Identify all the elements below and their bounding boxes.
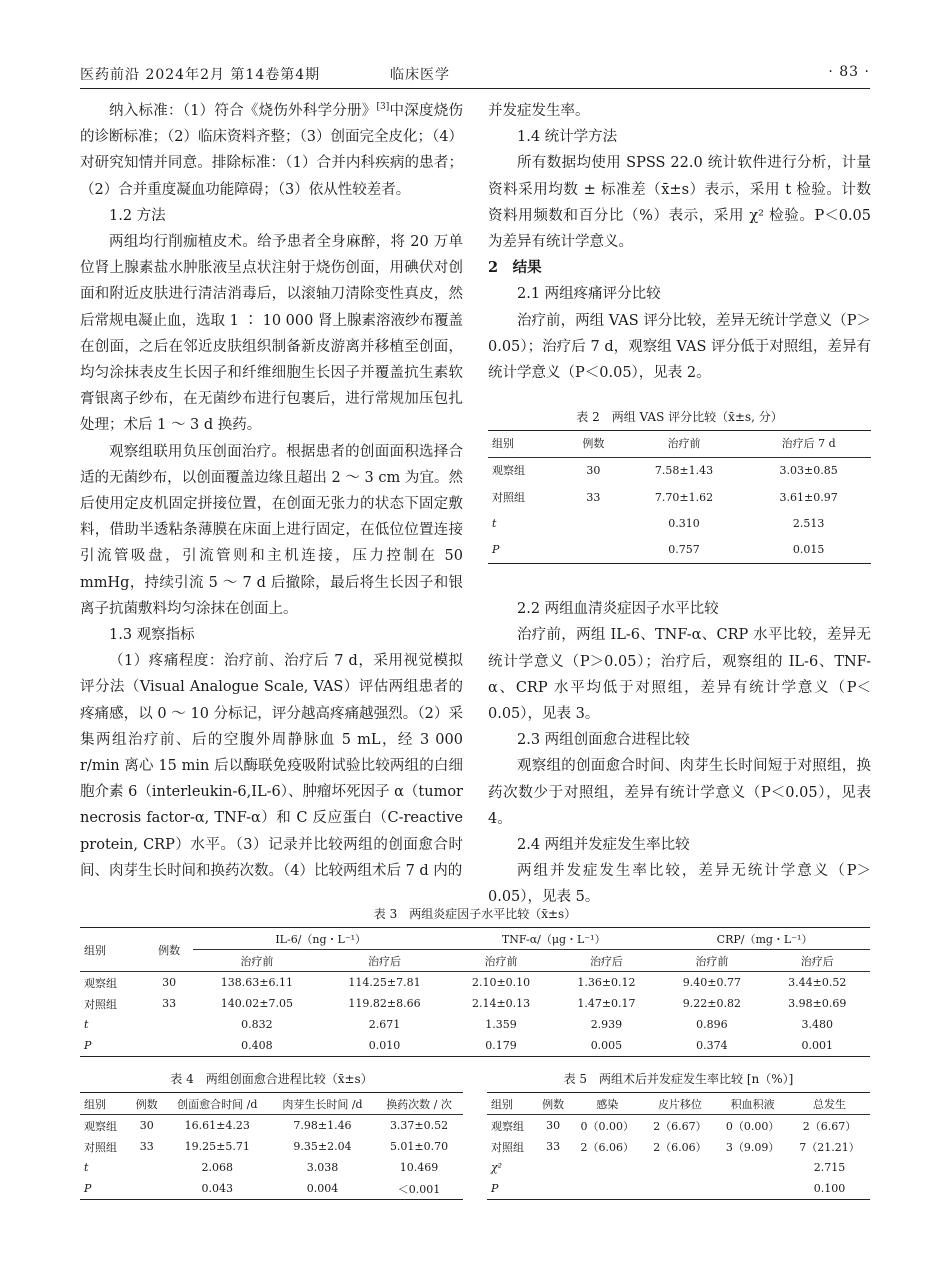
right-column bbox=[488, 98, 871, 911]
table-cell: 3.480 bbox=[801, 1018, 834, 1031]
table-cell: t bbox=[492, 516, 497, 530]
table-cell: 19.25±5.71 bbox=[184, 1140, 250, 1153]
result-2-1-heading: 2.1 两组疼痛评分比较 bbox=[517, 286, 661, 303]
page-number: · 83 · bbox=[828, 64, 870, 80]
table-cell: 对照组 bbox=[491, 1140, 524, 1154]
left-column bbox=[80, 98, 463, 884]
table4-caption: 表 4 两组创面愈合进程比较（x̄±s） bbox=[170, 1072, 373, 1086]
table4-header-row bbox=[80, 1093, 463, 1115]
table-row bbox=[80, 1115, 463, 1137]
table-cell: 33 bbox=[139, 1140, 154, 1153]
table-cell: 5.01±0.70 bbox=[389, 1140, 449, 1153]
table-row bbox=[80, 1178, 463, 1200]
table-cell bbox=[571, 1157, 644, 1178]
table-cell: 3.03±0.85 bbox=[779, 464, 838, 478]
table-row bbox=[80, 1136, 463, 1157]
table-row bbox=[80, 1035, 870, 1057]
table3-subheader: 治疗后 bbox=[554, 950, 659, 972]
result-2-3-paragraph: 观察组的创面愈合时间、肉芽生长时间短于对照组，换药次数少于对照组，差异有统计学意义（P＜0.05），见表 4。 bbox=[488, 758, 871, 827]
table-cell: 2.671 bbox=[368, 1018, 401, 1031]
table-row bbox=[80, 1157, 463, 1178]
table-cell: 0.005 bbox=[554, 1035, 659, 1057]
table-row bbox=[487, 1157, 870, 1178]
table-cell: 3.61±0.97 bbox=[779, 490, 838, 504]
table-cell: 0.100 bbox=[789, 1178, 870, 1200]
table-cell: 2.939 bbox=[590, 1018, 623, 1031]
table-cell: 30 bbox=[162, 976, 177, 989]
table-cell: 30 bbox=[546, 1119, 561, 1132]
table-cell: 3.44±0.52 bbox=[788, 976, 847, 989]
table-cell: ＜0.001 bbox=[375, 1178, 463, 1200]
table-cell: 1.47±0.17 bbox=[577, 997, 636, 1010]
table-cell: 观察组 bbox=[491, 1119, 524, 1133]
table-cell bbox=[716, 1157, 789, 1178]
table-cell: t bbox=[84, 1018, 89, 1031]
table4-header: 换药次数 / 次 bbox=[375, 1093, 463, 1115]
method-heading: 1.2 方法 bbox=[109, 207, 166, 224]
table-cell: 0.832 bbox=[241, 1018, 273, 1031]
table-cell: 1.36±0.12 bbox=[577, 976, 636, 989]
table-row bbox=[80, 1014, 870, 1035]
table-cell: 对照组 bbox=[84, 1140, 117, 1154]
table2 bbox=[488, 430, 871, 564]
table5-header: 积血积液 bbox=[716, 1093, 789, 1115]
table-cell: P bbox=[80, 1178, 129, 1200]
table-row bbox=[488, 458, 871, 485]
table2-header-row bbox=[488, 431, 871, 458]
table3-header-row-2 bbox=[80, 950, 870, 972]
table-row bbox=[488, 485, 871, 511]
journal-info: 医药前沿 2024年2月 第14卷第4期 bbox=[80, 67, 321, 83]
table-cell bbox=[565, 511, 621, 537]
table-row bbox=[488, 511, 871, 537]
table-cell: 0.896 bbox=[696, 1018, 728, 1031]
result-2-1-paragraph: 治疗前，两组 VAS 评分比较，差异无统计学意义（P＞0.05）；治疗后 7 d，观察组 VAS 评分低于对照组，差异有统计学意义（P＜0.05），见表 2。 bbox=[488, 312, 871, 382]
table4-header: 肉芽生长时间 /d bbox=[270, 1093, 375, 1115]
table-cell: 0（0.00） bbox=[580, 1119, 634, 1133]
table-cell: 观察组 bbox=[84, 1119, 117, 1133]
table-cell bbox=[716, 1178, 789, 1200]
table-cell: 0.001 bbox=[765, 1035, 870, 1057]
table3-header: 例数 bbox=[145, 928, 193, 972]
table-cell: 7.98±1.46 bbox=[293, 1119, 352, 1132]
observation-heading: 1.3 观察指标 bbox=[109, 627, 195, 644]
result-2-2-paragraph: 治疗前，两组 IL-6、TNF-α、CRP 水平比较，差异无统计学意义（P＞0.05）；治疗后，观察组的 IL-6、TNF-α、CRP 水平均低于对照组，差异有统计学意义（P＜0.05），见表 3。 bbox=[488, 627, 871, 723]
table-cell: 2.715 bbox=[813, 1161, 846, 1174]
table-cell: 对照组 bbox=[84, 997, 117, 1011]
table5-header-row bbox=[487, 1093, 870, 1115]
table3-subheader: 治疗后 bbox=[321, 950, 449, 972]
table-cell bbox=[145, 1035, 193, 1057]
table5 bbox=[487, 1092, 870, 1200]
table-cell: 0.043 bbox=[165, 1178, 270, 1200]
table-cell: t bbox=[84, 1161, 89, 1174]
table-cell: 2（6.06） bbox=[653, 1140, 707, 1154]
table-cell: 0.757 bbox=[622, 537, 747, 564]
table5-header: 感染 bbox=[571, 1093, 644, 1115]
continuation-text: 并发症发生率。 bbox=[488, 103, 590, 119]
table-cell: 2（6.67） bbox=[653, 1119, 707, 1133]
table-cell: 7.58±1.43 bbox=[654, 464, 714, 478]
result-2-2-heading: 2.2 两组血清炎症因子水平比较 bbox=[517, 601, 719, 618]
table5-header: 皮片移位 bbox=[644, 1093, 717, 1115]
table3-subheader: 治疗后 bbox=[765, 950, 870, 972]
table-cell: 2.14±0.13 bbox=[471, 997, 531, 1010]
table3-group-header: IL-6/（ng・L⁻¹） bbox=[193, 928, 448, 950]
table-cell: 33 bbox=[162, 997, 177, 1010]
table5-header: 组别 bbox=[487, 1093, 535, 1115]
table-cell bbox=[145, 1014, 193, 1035]
table-cell: 9.35±2.04 bbox=[293, 1140, 352, 1153]
citation-3[interactable]: [3] bbox=[376, 102, 390, 113]
table2-caption: 表 2 两组 VAS 评分比较（x̄±s, 分） bbox=[576, 410, 783, 425]
table-cell: 0.179 bbox=[448, 1035, 553, 1057]
table4-header: 例数 bbox=[129, 1093, 165, 1115]
table-cell: 7.70±1.62 bbox=[654, 490, 714, 504]
table-cell: 3.37±0.52 bbox=[389, 1119, 449, 1132]
table3-subheader: 治疗前 bbox=[448, 950, 553, 972]
table3 bbox=[80, 927, 870, 1057]
table-cell: 140.02±7.05 bbox=[220, 997, 293, 1010]
table-row bbox=[80, 972, 870, 994]
table-cell: P bbox=[488, 537, 565, 564]
table3-subheader: 治疗前 bbox=[659, 950, 764, 972]
table-cell: 3.038 bbox=[306, 1161, 339, 1174]
table-cell: 138.63±6.11 bbox=[220, 976, 293, 989]
table2-header: 治疗后 7 d bbox=[746, 431, 871, 458]
table3-caption: 表 3 两组炎症因子水平比较（x̄±s） bbox=[373, 907, 577, 921]
inclusion-paragraph: 纳入标准：（1）符合《烧伤外科学分册》[3]中深度烧伤的诊断标准；（2）临床资料齐整；（3）创面完全皮化；（4）对研究知情并同意。排除标准：（1）合并内科疾病的患者；（2）合并重度凝血功能障碍；（3）依从性较差者。 bbox=[80, 102, 463, 198]
table-cell bbox=[129, 1157, 165, 1178]
table3-group-header: TNF-α/（μg・L⁻¹） bbox=[448, 928, 659, 950]
table-cell: 2（6.67） bbox=[802, 1119, 857, 1133]
table-cell: 9.22±0.82 bbox=[682, 997, 741, 1010]
table-row bbox=[487, 1178, 870, 1200]
table3-group-header: CRP/（mg・L⁻¹） bbox=[659, 928, 870, 950]
table-cell: 3.98±0.69 bbox=[788, 997, 847, 1010]
table-cell: 10.469 bbox=[399, 1161, 439, 1174]
table-row bbox=[487, 1115, 870, 1137]
table-cell: χ² bbox=[491, 1161, 503, 1174]
table-cell: 7（21.21） bbox=[799, 1140, 860, 1154]
table-cell: 0.310 bbox=[668, 516, 700, 530]
table-cell: 0.408 bbox=[193, 1035, 321, 1057]
table4-header: 组别 bbox=[80, 1093, 129, 1115]
table-cell: P bbox=[80, 1035, 145, 1057]
result-2-3-heading: 2.3 两组创面愈合进程比较 bbox=[517, 732, 690, 749]
table-cell: 对照组 bbox=[492, 490, 525, 504]
statistics-paragraph: 所有数据均使用 SPSS 22.0 统计软件进行分析，计量资料采用均数 ± 标准差（x̄±s）表示，采用 t 检验。计数资料用频数和百分比（%）表示，采用 χ² 检验。P＜0.05 为差异有统计学意义。 bbox=[488, 155, 871, 251]
table-cell: 119.82±8.66 bbox=[348, 997, 421, 1010]
table-cell: 16.61±4.23 bbox=[184, 1119, 250, 1132]
table-row bbox=[487, 1136, 870, 1157]
table-cell: 0.374 bbox=[659, 1035, 764, 1057]
table-cell: 0.004 bbox=[270, 1178, 375, 1200]
table-cell bbox=[129, 1178, 165, 1200]
result-2-4-paragraph: 两组并发症发生率比较，差异无统计学意义（P＞0.05），见表 5。 bbox=[488, 863, 871, 906]
table4-header: 创面愈合时间 /d bbox=[165, 1093, 270, 1115]
table-cell bbox=[565, 537, 621, 564]
table-cell: 2（6.06） bbox=[580, 1140, 634, 1154]
table-cell: 33 bbox=[546, 1140, 561, 1153]
table-cell: 2.10±0.10 bbox=[471, 976, 531, 989]
table-cell: 114.25±7.81 bbox=[348, 976, 421, 989]
table-cell bbox=[644, 1178, 717, 1200]
table-cell: 0（0.00） bbox=[725, 1119, 780, 1133]
table3-block bbox=[80, 905, 870, 1057]
table-cell: 2.068 bbox=[201, 1161, 233, 1174]
table-cell: 33 bbox=[586, 490, 601, 504]
table-cell: 观察组 bbox=[84, 976, 117, 990]
results-heading: 2 结果 bbox=[488, 259, 542, 277]
table-cell: 观察组 bbox=[492, 464, 525, 478]
table3-header: 组别 bbox=[80, 928, 145, 972]
table2-header: 治疗前 bbox=[622, 431, 747, 458]
result-2-4-heading: 2.4 两组并发症发生率比较 bbox=[517, 837, 690, 854]
statistics-heading: 1.4 统计学方法 bbox=[517, 129, 618, 146]
table-cell: 0.010 bbox=[321, 1035, 449, 1057]
table3-subheader: 治疗前 bbox=[193, 950, 321, 972]
table5-block bbox=[487, 1070, 870, 1200]
table-cell bbox=[535, 1178, 570, 1200]
table-cell: 3（9.09） bbox=[725, 1140, 780, 1154]
table4 bbox=[80, 1092, 463, 1200]
table2-header: 组别 bbox=[488, 431, 565, 458]
table-cell: 9.40±0.77 bbox=[682, 976, 741, 989]
section-name: 临床医学 bbox=[390, 67, 450, 83]
table-row bbox=[80, 993, 870, 1014]
running-header bbox=[80, 60, 870, 89]
observation-paragraph: （1）疼痛程度：治疗前、治疗后 7 d，采用视觉模拟评分法（Visual Analogue Scale, VAS）评估两组患者的疼痛感，以 0 ～ 10 分标记，评分越高疼痛越强烈。（2）采集两组治疗前、后的空腹外周静脉血 5 mL，经 3 000 r/min 离心 15 min 后以酶联免疫吸附试验比较两组的白细胞介素 6（interleukin-6,IL-6）、肿瘤坏死因子 α（tumor necrosis factor-α, TNF-α）和 C 反应蛋白（C-reactive protein, CRP）水平。（3）记录并比较两组的创面愈合时间、肉芽生长时间和换药次数。（4）比较两组术后 7 d 内的 bbox=[80, 653, 463, 879]
table5-header: 例数 bbox=[535, 1093, 570, 1115]
table-cell: 2.513 bbox=[792, 516, 825, 530]
table4-block bbox=[80, 1070, 463, 1200]
method-paragraph-1: 两组均行削痂植皮术。给予患者全身麻醉，将 20 万单位肾上腺素盐水肿胀液呈点状注射于烧伤创面，用碘伏对创面和附近皮肤进行清洁消毒后，以滚轴刀清除变性真皮，然后常规电凝止血，选取 1 ∶ 10 000 肾上腺素溶液纱布覆盖在创面，之后在邻近皮肤组织制备新皮游离并移植至创面，均匀涂抹表皮生长因子和纤维细胞生长因子并覆盖抗生素软膏银离子纱布，在无菌纱布进行包裹后，进行常规加压包扎处理；术后 1 ～ 3 d 换药。 bbox=[80, 234, 463, 434]
table-cell: 0.015 bbox=[746, 537, 871, 564]
table-cell: 30 bbox=[586, 464, 601, 478]
table2-header: 例数 bbox=[565, 431, 621, 458]
method-paragraph-2: 观察组联用负压创面治疗。根据患者的创面面积选择合适的无菌纱布，以创面覆盖边缘且超出 2 ～ 3 cm 为宜。然后使用定皮机固定拼接位置，在创面无张力的状态下固定敷料，借助半透粘条薄膜在床面上进行固定，在低位位置连接引流管吸盘，引流管则和主机连接，压力控制在 50 mmHg，持续引流 5 ～ 7 d 后撤除，最后将生长因子和银离子抗菌敷料均匀涂抹在创面上。 bbox=[80, 443, 463, 617]
table-cell: P bbox=[487, 1178, 535, 1200]
table-cell bbox=[571, 1178, 644, 1200]
table-cell bbox=[644, 1157, 717, 1178]
table-cell bbox=[535, 1157, 570, 1178]
table5-caption: 表 5 两组术后并发症发生率比较 [n（%）] bbox=[563, 1072, 794, 1086]
table-cell: 30 bbox=[139, 1119, 154, 1132]
table5-header: 总发生 bbox=[789, 1093, 870, 1115]
table-cell: 1.359 bbox=[485, 1018, 517, 1031]
table-row bbox=[488, 537, 871, 564]
table3-header-row-1 bbox=[80, 928, 870, 950]
